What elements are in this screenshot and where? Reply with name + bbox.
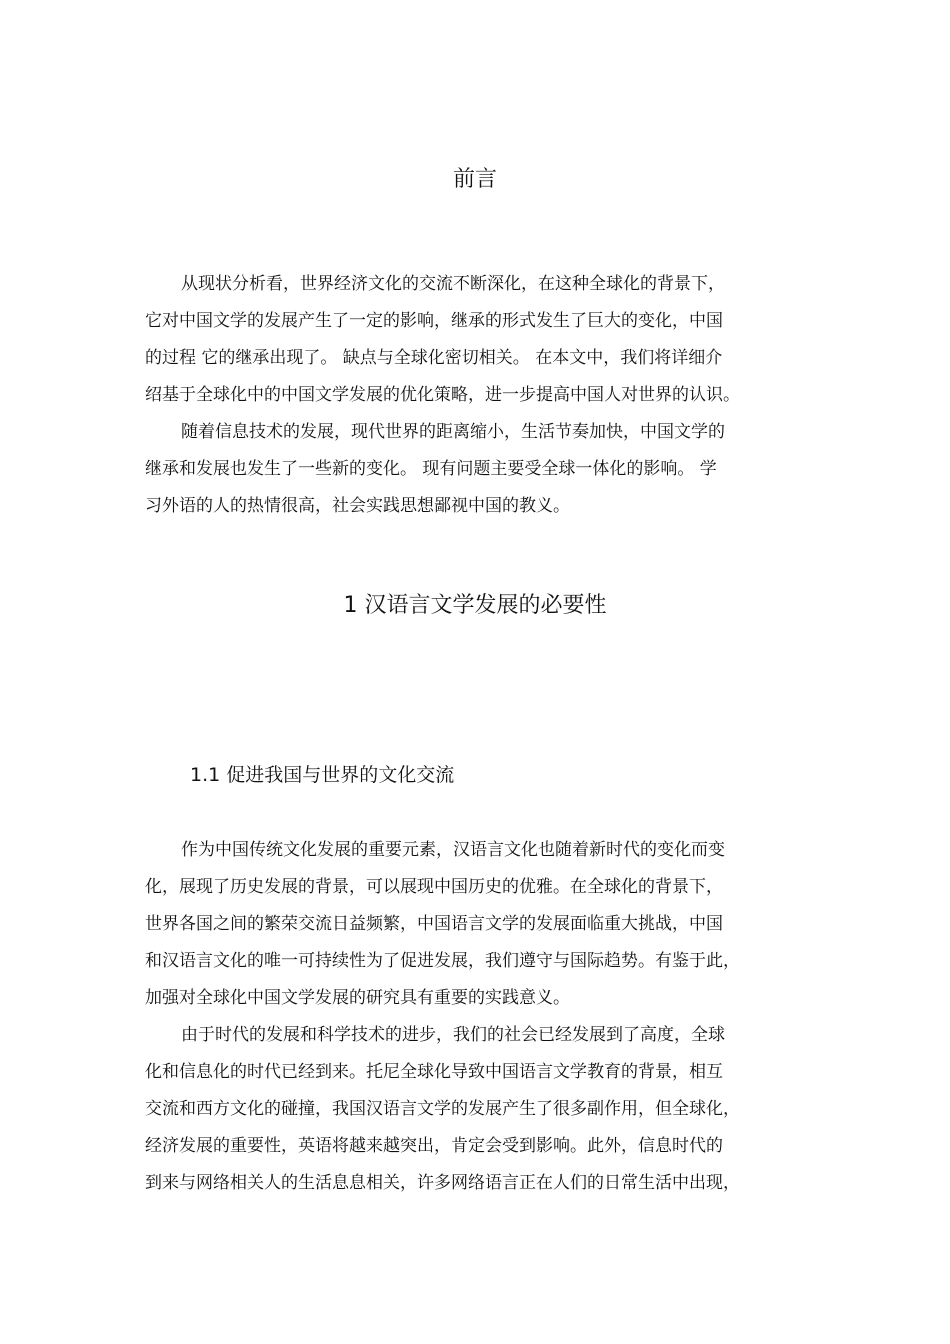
s11-p1-line-3: 世界各国之间的繁荣交流日益频繁，中国语言文学的发展面临重大挑战，中国	[145, 914, 723, 934]
preface-p2-line-3: 习外语的人的热情很高，社会实践思想鄙视中国的教义。	[145, 496, 570, 516]
s11-p1-line-1: 作为中国传统文化发展的重要元素，汉语言文化也随着新时代的变化而变	[181, 840, 725, 860]
s11-p1-line-5: 加强对全球化中国文学发展的研究具有重要的实践意义。	[145, 988, 570, 1008]
s11-p2-line-1: 由于时代的发展和科学技术的进步，我们的社会已经发展到了高度，全球	[181, 1025, 725, 1045]
preface-title: 前言	[452, 167, 497, 192]
s11-p2-line-2: 化和信息化的时代已经到来。托尼全球化导致中国语言文学教育的背景，相互	[145, 1062, 723, 1082]
s11-p1-line-2: 化，展现了历史发展的背景，可以展现中国历史的优雅。在全球化的背景下，	[145, 877, 723, 897]
preface-p2-line-1: 随着信息技术的发展，现代世界的距离缩小，生活节奏加快，中国文学的	[181, 422, 725, 442]
section-1-title: 1 汉语言文学发展的必要性	[343, 593, 607, 618]
s11-p2-line-4: 经济发展的重要性，英语将越来越突出，肯定会受到影响。此外，信息时代的	[145, 1136, 723, 1156]
subsection-1-1-body	[145, 832, 810, 1202]
preface-p1-line-3: 的过程 它的继承出现了。 缺点与全球化密切相关。 在本文中，我们将详细介	[145, 348, 723, 368]
preface-p1-line-4: 绍基于全球化中的中国文学发展的优化策略，进一步提高中国人对世界的认识。	[145, 385, 740, 405]
s11-p2-line-3: 交流和西方文化的碰撞，我国汉语言文学的发展产生了很多副作用，但全球化，	[145, 1099, 740, 1119]
s11-p1-line-4: 和汉语言文化的唯一可持续性为了促进发展，我们遵守与国际趋势。有鉴于此，	[145, 951, 740, 971]
subsection-1-1-title: 1.1 促进我国与世界的文化交流	[190, 764, 455, 786]
preface-p1-line-1: 从现状分析看，世界经济文化的交流不断深化，在这种全球化的背景下，	[181, 274, 725, 294]
preface-p1-line-2: 它对中国文学的发展产生了一定的影响，继承的形式发生了巨大的变化，中国	[145, 311, 723, 331]
preface-body	[145, 266, 810, 525]
preface-p2-line-2: 继承和发展也发生了一些新的变化。 现有问题主要受全球一体化的影响。 学	[145, 459, 717, 479]
s11-p2-line-5: 到来与网络相关人的生活息息相关，许多网络语言正在人们的日常生活中出现，	[145, 1173, 740, 1193]
